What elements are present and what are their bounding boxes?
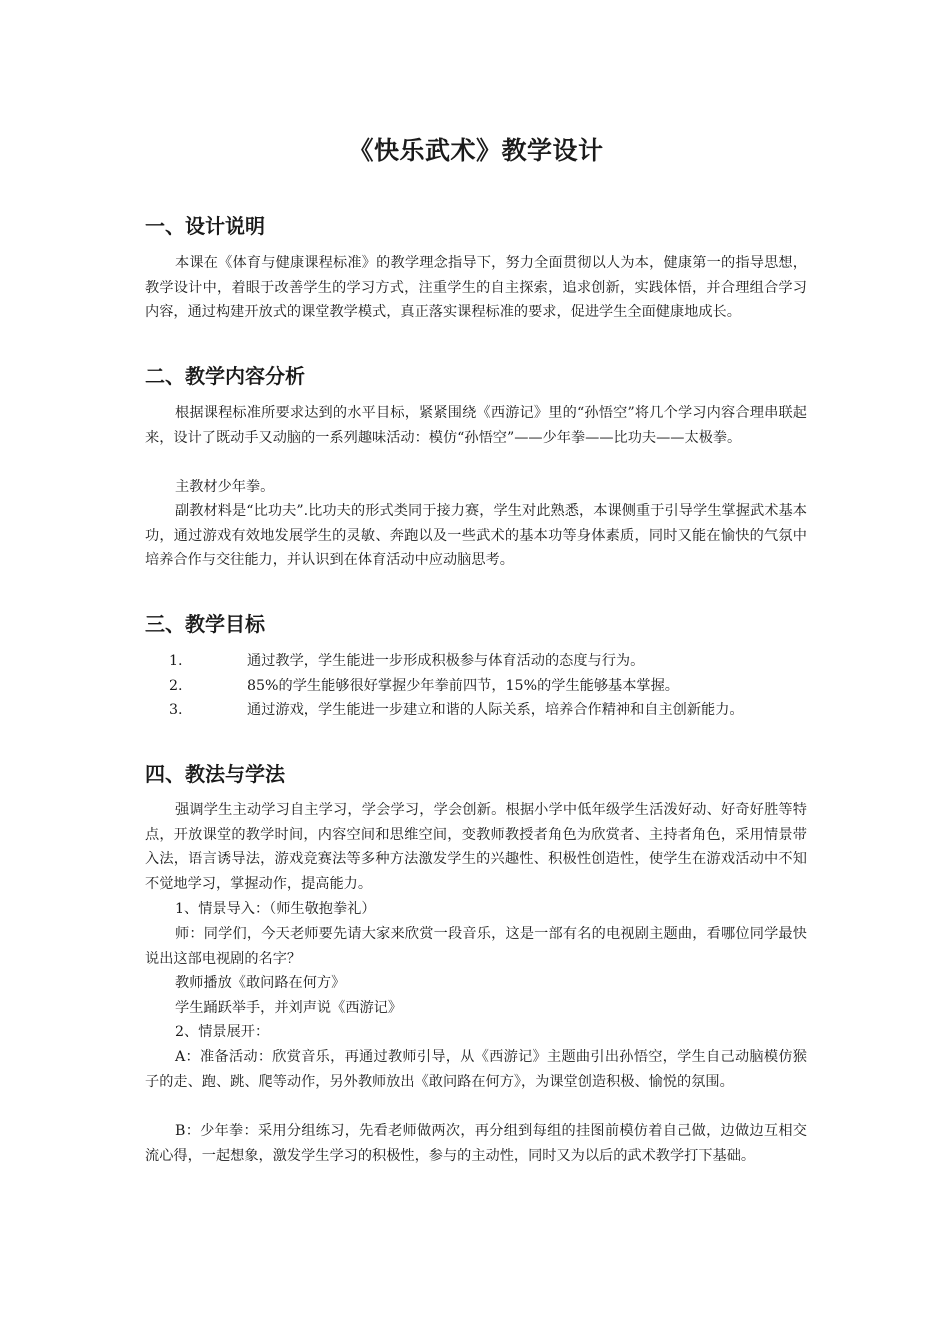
goal-item bbox=[145, 649, 807, 674]
paragraph: 1、情景导入：（师生敬抱拳礼） bbox=[175, 901, 376, 917]
goal-number: 2. bbox=[169, 678, 183, 694]
paragraph: 主教材少年拳。 bbox=[175, 479, 275, 495]
section-heading-content-analysis: 二、教学内容分析 bbox=[145, 364, 305, 388]
paragraph: 强调学生主动学习自主学习，学会学习，学会创新。根据小学中低年级学生活泼好动、好奇好胜等特点，开放课堂的教学时间，内容空间和思维空间，变教师教授者角色为欣赏者、主持者角色，采用情景带入法，语言诱导法，游戏竞赛法等多种方法激发学生的兴趣性、积极性创造性，使学生在游戏活动中不知不觉地学习，掌握动作，提高能力。 bbox=[145, 802, 807, 892]
document-title: 《快乐武术》教学设计 bbox=[348, 136, 604, 165]
goal-text: 85%的学生能够很好掌握少年拳前四节，15%的学生能够基本掌握。 bbox=[247, 678, 679, 694]
section-heading-teaching-goals: 三、教学目标 bbox=[145, 612, 265, 636]
paragraph: A：准备活动：欣赏音乐，再通过教师引导，从《西游记》主题曲引出孙悟空，学生自己动脑模仿猴子的走、跑、跳、爬等动作，另外教师放出《敢问路在何方》，为课堂创造积极、愉悦的氛围。 bbox=[145, 1049, 807, 1090]
goal-text: 通过游戏，学生能进一步建立和谐的人际关系，培养合作精神和自主创新能力。 bbox=[247, 702, 744, 718]
goal-item bbox=[145, 674, 807, 699]
goal-item bbox=[145, 698, 807, 723]
section-heading-design-notes: 一、设计说明 bbox=[145, 214, 265, 238]
paragraph: 本课在《体育与健康课程标准》的教学理念指导下，努力全面贯彻以人为本，健康第一的指导思想，教学设计中，着眼于改善学生的学习方式，注重学生的自主探索，追求创新，实践体悟，并合理组合学习内容，通过构建开放式的课堂教学模式，真正落实课程标准的要求，促进学生全面健康地成长。 bbox=[145, 255, 807, 320]
paragraph: 根据课程标准所要求达到的水平目标，紧紧围绕《西游记》里的“孙悟空”将几个学习内容合理串联起来，设计了既动手又动脑的一系列趣味活动：模仿“孙悟空”——少年拳——比功夫——太极拳。 bbox=[145, 405, 807, 446]
paragraph: 教师播放《敢问路在何方》 bbox=[175, 975, 346, 991]
section-heading-methods: 四、教法与学法 bbox=[145, 762, 285, 786]
paragraph: 师：同学们，今天老师要先请大家来欣赏一段音乐，这是一部有名的电视剧主题曲，看哪位同学最快说出这部电视剧的名字？ bbox=[145, 926, 807, 967]
goal-number: 3. bbox=[169, 702, 183, 718]
paragraph: 学生踊跃举手，并刘声说《西游记》 bbox=[175, 1000, 403, 1016]
paragraph: 2、情景展开： bbox=[175, 1024, 270, 1040]
goal-text: 通过教学，学生能进一步形成积极参与体育活动的态度与行为。 bbox=[247, 653, 645, 669]
paragraph: B：少年拳：采用分组练习，先看老师做两次，再分组到每组的挂图前模仿着自己做，边做边互相交流心得，一起想象，激发学生学习的积极性，参与的主动性，同时又为以后的武术教学打下基础。 bbox=[145, 1123, 807, 1164]
goal-number: 1. bbox=[169, 653, 183, 669]
paragraph: 副教材料是“比功夫”.比功夫的形式类同于接力赛，学生对此熟悉，本课侧重于引导学生掌握武术基本功，通过游戏有效地发展学生的灵敏、奔跑以及一些武术的基本功等身体素质，同时又能在愉快的气氛中培养合作与交往能力，并认识到在体育活动中应动脑思考。 bbox=[145, 503, 807, 568]
